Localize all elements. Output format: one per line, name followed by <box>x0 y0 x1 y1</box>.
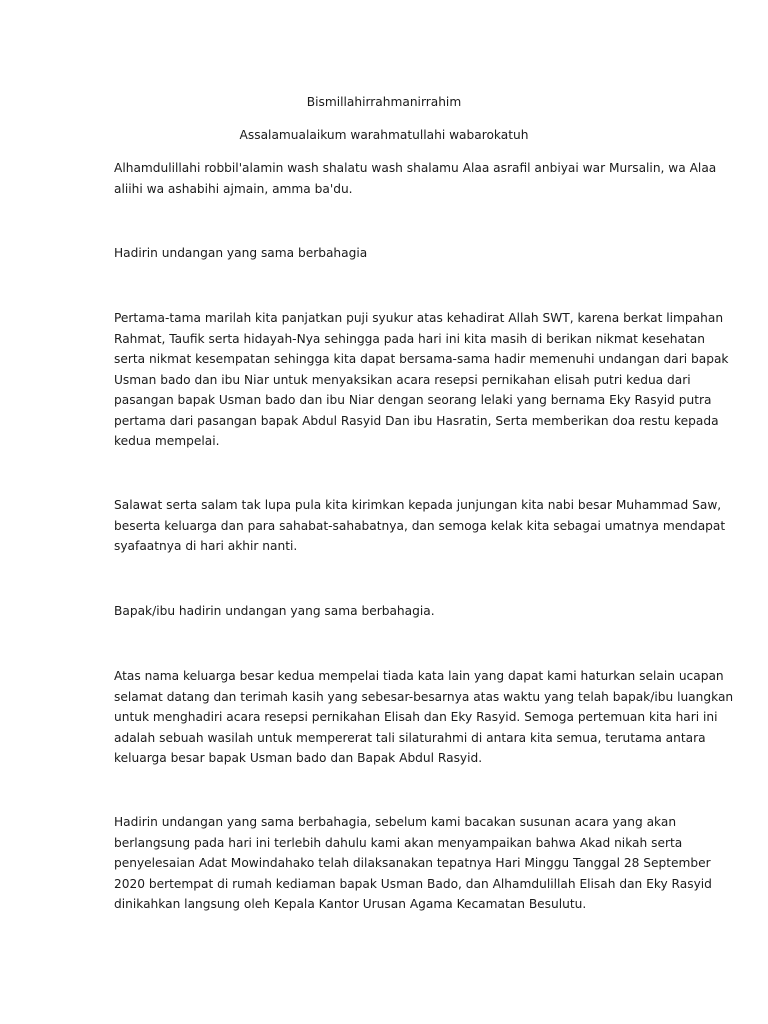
paragraph-address-1 <box>114 243 674 264</box>
paragraph-line: Bapak/ibu hadirin undangan yang sama berbahagia. <box>114 604 435 618</box>
paragraph-akad-info <box>114 812 712 915</box>
paragraph-line: Usman bado dan ibu Niar untuk menyaksikan acara resepsi pernikahan elisah putri kedua dari <box>114 372 691 387</box>
paragraph-welcome <box>114 666 734 769</box>
paragraph-line: Rahmat, Taufik serta hidayah-Nya sehingga pada hari ini kita masih di berikan nikmat kesehatan <box>114 331 705 346</box>
paragraph-line: Salawat serta salam tak lupa pula kita kirimkan kepada junjungan kita nabi besar Muhammad Saw, <box>114 498 722 512</box>
paragraph-gratitude <box>114 308 729 452</box>
paragraph-line: dinikahkan langsung oleh Kepala Kantor Urusan Agama Kecamatan Besulutu. <box>114 897 587 911</box>
paragraph-line: penyelesaian Adat Mowindahako telah dilaksanakan tepatnya Hari Minggu Tanggal 28 September <box>114 856 711 870</box>
paragraph-line: selamat datang dan terimah kasih yang sebesar-besarnya atas waktu yang telah bapak/ibu luangkan <box>114 689 734 704</box>
paragraph-line: kedua mempelai. <box>114 434 220 448</box>
paragraph-salawat <box>114 495 726 557</box>
paragraph-line: Hadirin undangan yang sama berbahagia <box>114 246 368 260</box>
greeting-line: Assalamualaikum warahmatullahi wabarokatuh <box>239 128 529 142</box>
paragraph-line: keluarga besar bapak Usman bado dan Bapak Abdul Rasyid. <box>114 751 483 765</box>
paragraph-line: serta nikmat kesempatan sehingga kita dapat bersama-sama hadir memenuhi undangan dari bapak <box>114 352 729 366</box>
document-title: Bismillahirrahmanirrahim <box>306 95 462 109</box>
paragraph-line: Alhamdulillahi robbil'alamin wash shalatu wash shalamu Alaa asrafil anbiyai war Mursalin, wa Alaa <box>114 161 717 175</box>
paragraph-line: pasangan bapak Usman bado dan ibu Niar dengan seorang lelaki yang bernama Eky Rasyid putra <box>114 393 712 407</box>
paragraph-line: Pertama-tama marilah kita panjatkan puji syukur atas kehadirat Allah SWT, karena berkat limpahan <box>114 311 724 325</box>
paragraph-line: pertama dari pasangan bapak Abdul Rasyid Dan ibu Hasratin, Serta memberikan doa restu kepada <box>114 413 719 428</box>
paragraph-line: adalah sebuah wasilah untuk mempererat tali silaturahmi di antara kita semua, terutama antara <box>114 730 706 745</box>
paragraph-address-2 <box>114 601 674 622</box>
paragraph-line: untuk menghadiri acara resepsi pernikahan Elisah dan Eky Rasyid. Semoga pertemuan kita hari ini <box>114 710 718 724</box>
paragraph-opening <box>114 158 717 199</box>
paragraph-line: syafaatnya di hari akhir nanti. <box>114 539 298 553</box>
paragraph-line: beserta keluarga dan para sahabat-sahabatnya, dan semoga kelak kita sebagai umatnya mendapat <box>114 518 726 533</box>
paragraph-line: berlangsung pada hari ini terlebih dahulu kami akan menyampaikan bahwa Akad nikah serta <box>114 835 683 850</box>
paragraph-line: 2020 bertempat di rumah kediaman bapak Usman Bado, dan Alhamdulillah Elisah dan Eky Rasyid <box>114 876 712 891</box>
paragraph-line: Hadirin undangan yang sama berbahagia, sebelum kami bacakan susunan acara yang akan <box>114 815 677 829</box>
paragraph-line: aliihi wa ashabihi ajmain, amma ba'du. <box>114 181 353 196</box>
paragraph-line: Atas nama keluarga besar kedua mempelai tiada kata lain yang dapat kami haturkan selain ucapan <box>114 669 724 683</box>
